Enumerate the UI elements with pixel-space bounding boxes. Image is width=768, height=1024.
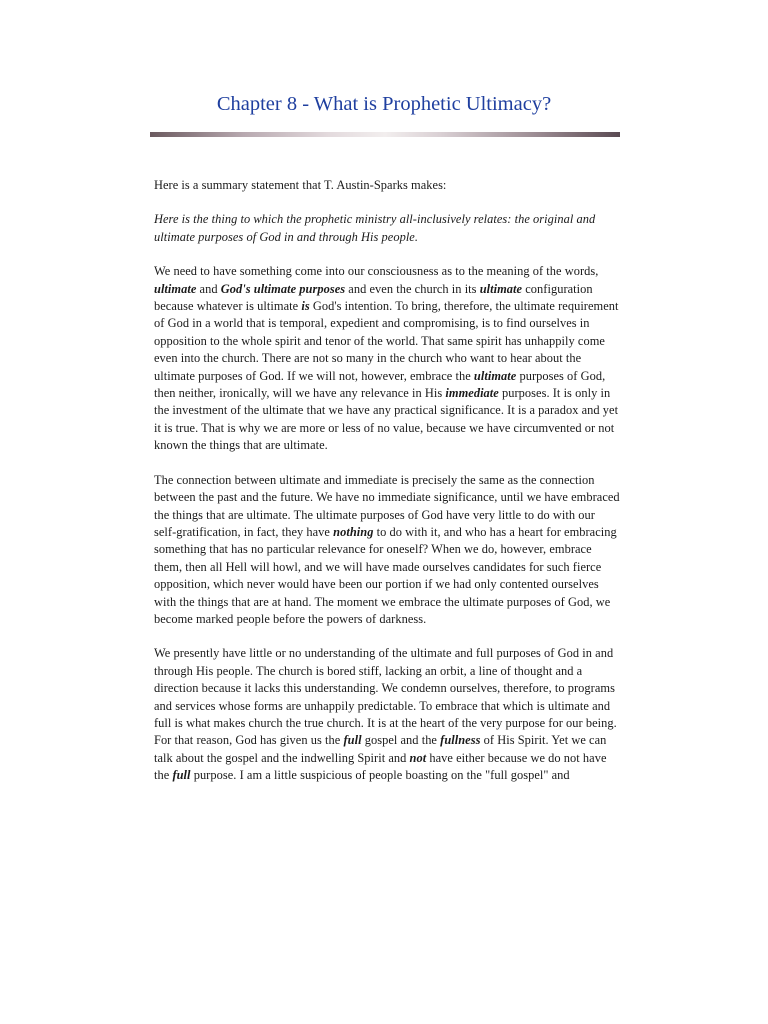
- text-run: and: [196, 281, 221, 296]
- emphasis-gods-ultimate-purposes: God's ultimate purposes: [220, 281, 346, 296]
- text-run: of His Spirit. Yet we can talk about the gospel and the indwelling Spirit and: [154, 733, 607, 765]
- text-run: have either because we do not have the: [154, 750, 607, 783]
- intro-paragraph: Here is a summary statement that T. Austin-Sparks makes:: [154, 178, 447, 192]
- emphasis-nothing: nothing: [333, 524, 374, 539]
- text-run: and even the church in its: [345, 281, 480, 296]
- text-run: configuration because whatever is ultimate: [154, 281, 593, 314]
- quote-paragraph: Here is the thing to which the prophetic ministry all-inclusively relates: the original and ultimate purposes of God in and through His people.: [154, 212, 596, 244]
- paragraph-1: [154, 263, 620, 454]
- paragraph-2: [154, 472, 620, 629]
- text-run: purposes. It is only in the investment of the ultimate that we have any practical significance. It is a paradox and yet it is true. That is why we are more or less of no value, because we have circumvented or not known the things that are ultimate.: [154, 386, 619, 453]
- emphasis-is: is: [301, 299, 310, 314]
- emphasis-ultimate: ultimate: [473, 368, 517, 383]
- title-divider: [150, 132, 620, 137]
- text-run: We need to have something come into our consciousness as to the meaning of the words,: [154, 264, 599, 279]
- text-run: purposes of God, then neither, ironically, will we have any relevance in His: [154, 368, 606, 401]
- text-run: purpose. I am a little suspicious of people boasting on the "full gospel" and: [190, 768, 570, 783]
- emphasis-fullness: fullness: [440, 733, 481, 748]
- emphasis-ultimate: ultimate: [154, 281, 197, 296]
- text-run: to do with it, and who has a heart for embracing something that has no particular relevance for oneself? When we do, however, embrace them, then all Hell will howl, and we will have made ourselves candidates for such fierce opposition, which never would have been our portion if we had only contented ourselves with the things that are at hand. The moment we embrace the ultimate purposes of God, we become marked people before the powers of darkness.: [154, 524, 617, 626]
- emphasis-full: full: [172, 768, 191, 783]
- document-body: [154, 177, 620, 802]
- paragraph-3: [154, 645, 620, 784]
- emphasis-not: not: [409, 750, 427, 765]
- text-run: We presently have little or no understanding of the ultimate and full purposes of God in and through His people. The church is bored stiff, lacking an orbit, a line of thought and a direction because it lacks this understanding. We condemn ourselves, therefore, to programs and services whose forms are unhappily predictable. To embrace that which is ultimate and full is what makes church the true church. It is at the heart of the very purpose for our being. For that reason, God has given us the: [154, 646, 617, 748]
- chapter-title: Chapter 8 - What is Prophetic Ultimacy?: [216, 93, 552, 115]
- emphasis-ultimate: ultimate: [479, 281, 523, 296]
- emphasis-full: full: [343, 733, 362, 748]
- text-run: The connection between ultimate and immediate is precisely the same as the connection between the past and the future. We have no immediate significance, until we have embraced the things that are ultimate. The ultimate purposes of God have very little to do with our self-gratification, in fact, they have: [154, 472, 620, 539]
- text-run: gospel and the: [361, 733, 441, 748]
- emphasis-immediate: immediate: [445, 386, 499, 401]
- text-run: God's intention. To bring, therefore, the ultimate requirement of God in a world that is temporal, expedient and compromising, is to find ourselves in opposition to the whole spirit and tenor of the world. That same spirit has unhappily come even into the church. There are not so many in the church who want to hear about the ultimate purposes of God. If we will not, however, embrace the: [154, 299, 619, 383]
